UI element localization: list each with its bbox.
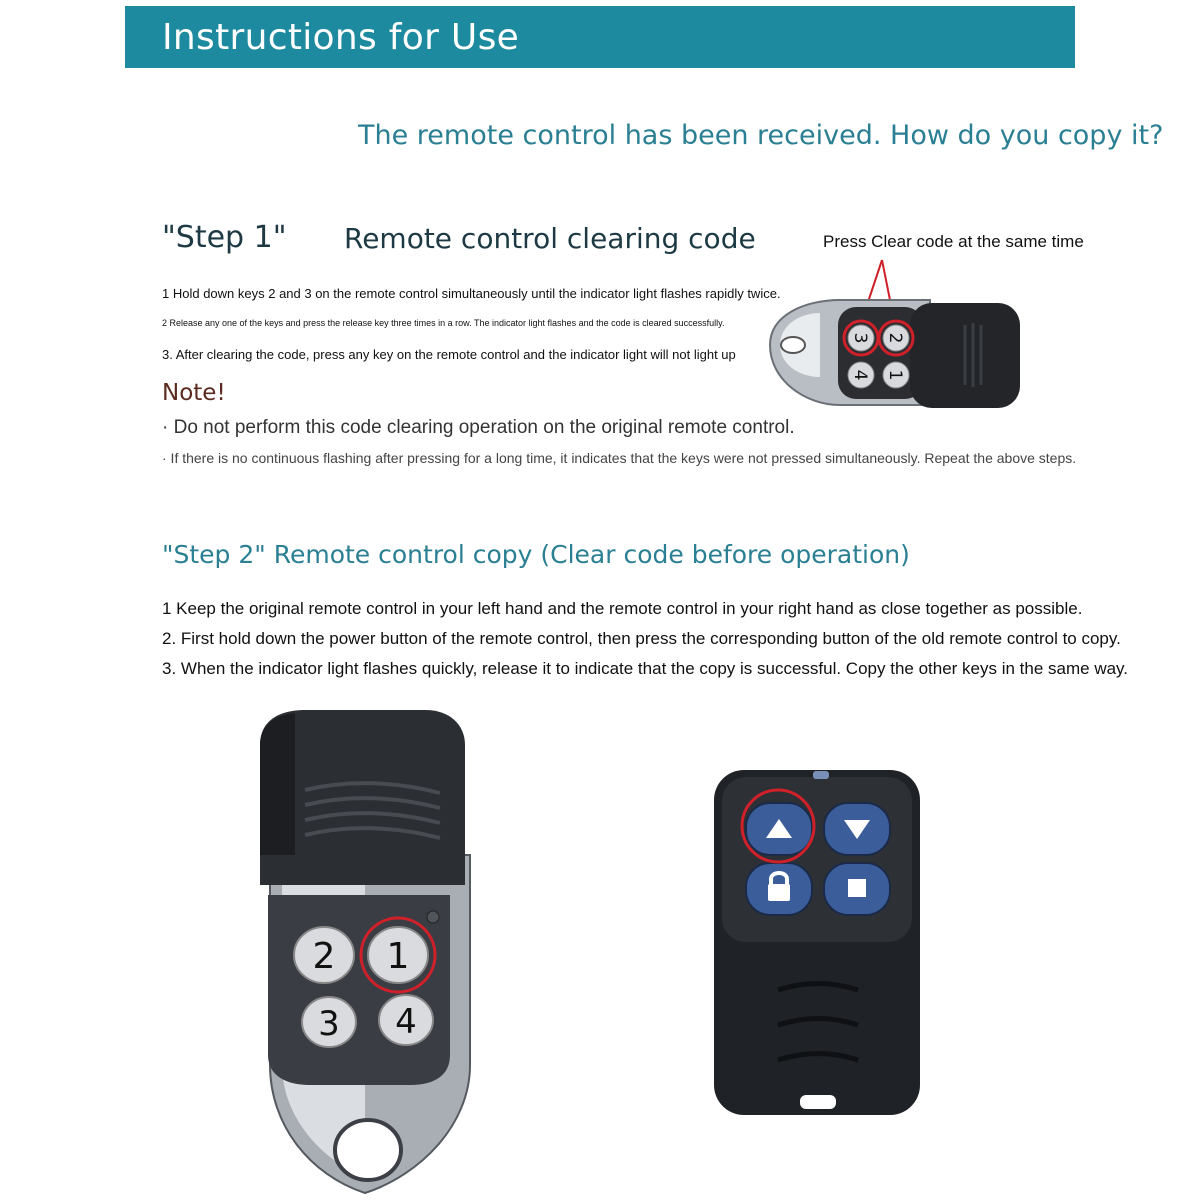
step1-item-1: 1 Hold down keys 2 and 3 on the remote control simultaneously until the indicator light flashes rapidly twice. xyxy=(162,286,781,301)
header-banner xyxy=(125,6,1075,68)
indicator-light xyxy=(813,771,829,779)
large-remote-illustration xyxy=(250,705,490,1195)
small-key-4-label: 4 xyxy=(850,369,870,381)
note-item-1: · Do not perform this code clearing operation on the original remote control. xyxy=(162,417,795,438)
banner-title: Instructions for Use xyxy=(162,16,520,58)
small-key-2-label: 2 xyxy=(885,332,905,344)
press-clear-callout: Press Clear code at the same time xyxy=(823,232,1084,251)
button-panel xyxy=(268,895,450,1085)
step2-item-1: 1 Keep the original remote control in your left hand and the remote control in your right hand as close together as possible. xyxy=(162,599,1083,618)
step1-item-3: 3. After clearing the code, press any key on the remote control and the indicator light will not light up xyxy=(162,347,736,362)
step1-item-2: 2 Release any one of the keys and press the release key three times in a row. The indicator light flashes and the code is cleared successfully. xyxy=(162,318,725,328)
note-title: Note! xyxy=(162,380,226,406)
step1-title: Remote control clearing code xyxy=(344,222,756,255)
step2-item-2: 2. First hold down the power button of the remote control, then press the corresponding button of the old remote control to copy. xyxy=(162,629,1121,648)
step2-title: "Step 2" Remote control copy (Clear code before operation) xyxy=(162,540,910,569)
note-item-2: · If there is no continuous flashing after pressing for a long time, it indicates that the keys were not pressed simultaneously. Repeat the above steps. xyxy=(162,450,1077,466)
step1-label: "Step 1" xyxy=(162,220,287,255)
large-key-3-label: 3 xyxy=(318,1004,340,1044)
indicator-light xyxy=(427,911,439,923)
large-key-2-label: 2 xyxy=(312,936,336,977)
cap-shadow xyxy=(260,713,295,855)
stop-square-icon xyxy=(848,879,866,897)
small-remote-illustration xyxy=(760,255,1030,415)
large-key-4-label: 4 xyxy=(395,1002,417,1042)
large-key-1-label: 1 xyxy=(386,936,410,977)
page-subtitle: The remote control has been received. How do you copy it? xyxy=(358,120,1164,151)
keyring-hole xyxy=(335,1120,401,1180)
keyring-hole xyxy=(781,337,805,353)
step2-item-3: 3. When the indicator light flashes quickly, release it to indicate that the copy is successful. Copy the other keys in the same way. xyxy=(162,659,1129,678)
copy-remote-illustration xyxy=(708,765,928,1120)
small-key-3-label: 3 xyxy=(850,332,870,344)
keyring-slot xyxy=(800,1095,836,1109)
small-key-1-label: 1 xyxy=(885,369,905,381)
